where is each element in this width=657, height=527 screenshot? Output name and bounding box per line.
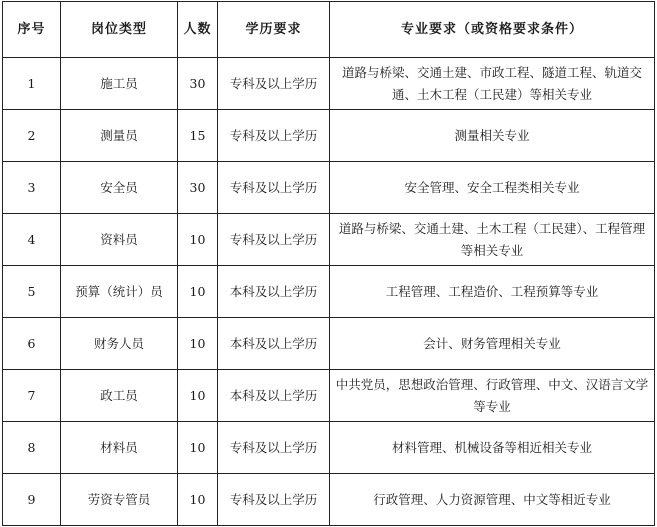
cell-education: 专科及以上学历	[218, 162, 330, 214]
cell-education: 专科及以上学历	[218, 474, 330, 526]
cell-education: 专科及以上学历	[218, 422, 330, 474]
table-row	[3, 474, 655, 526]
cell-no: 8	[3, 422, 61, 474]
cell-major: 会计、财务管理相关专业	[330, 318, 655, 370]
header-count: 人数	[178, 2, 218, 58]
cell-no: 2	[3, 110, 61, 162]
cell-count: 10	[178, 422, 218, 474]
cell-education: 专科及以上学历	[218, 214, 330, 266]
cell-count: 10	[178, 318, 218, 370]
table-row	[3, 266, 655, 318]
table-row	[3, 422, 655, 474]
cell-no: 3	[3, 162, 61, 214]
cell-count: 10	[178, 474, 218, 526]
cell-position-type: 财务人员	[61, 318, 178, 370]
cell-no: 6	[3, 318, 61, 370]
cell-major: 工程管理、工程造价、工程预算等专业	[330, 266, 655, 318]
table-row	[3, 214, 655, 266]
cell-major: 道路与桥梁、交通土建、市政工程、隧道工程、轨道交通、土木工程（工民建）等相关专业	[330, 58, 655, 110]
cell-no: 5	[3, 266, 61, 318]
recruitment-table	[2, 1, 655, 526]
cell-major: 道路与桥梁、交通土建、土木工程（工民建）、工程管理等相关专业	[330, 214, 655, 266]
cell-education: 本科及以上学历	[218, 266, 330, 318]
cell-major: 行政管理、人力资源管理、中文等相近专业	[330, 474, 655, 526]
cell-no: 7	[3, 370, 61, 422]
cell-major: 安全管理、安全工程类相关专业	[330, 162, 655, 214]
cell-major: 材料管理、机械设备等相近相关专业	[330, 422, 655, 474]
table-row	[3, 370, 655, 422]
cell-no: 4	[3, 214, 61, 266]
cell-count: 10	[178, 214, 218, 266]
cell-major: 中共党员，思想政治管理、行政管理、中文、汉语言文学等专业	[330, 370, 655, 422]
cell-position-type: 材料员	[61, 422, 178, 474]
cell-position-type: 资料员	[61, 214, 178, 266]
cell-count: 30	[178, 58, 218, 110]
cell-position-type: 施工员	[61, 58, 178, 110]
header-no: 序号	[3, 2, 61, 58]
table-row	[3, 110, 655, 162]
cell-major: 测量相关专业	[330, 110, 655, 162]
cell-count: 10	[178, 370, 218, 422]
header-row	[3, 2, 655, 58]
cell-no: 1	[3, 58, 61, 110]
cell-count: 15	[178, 110, 218, 162]
cell-education: 专科及以上学历	[218, 58, 330, 110]
cell-position-type: 政工员	[61, 370, 178, 422]
cell-no: 9	[3, 474, 61, 526]
cell-position-type: 测量员	[61, 110, 178, 162]
cell-count: 30	[178, 162, 218, 214]
cell-education: 本科及以上学历	[218, 370, 330, 422]
header-position-type: 岗位类型	[61, 2, 178, 58]
cell-count: 10	[178, 266, 218, 318]
cell-education: 本科及以上学历	[218, 318, 330, 370]
header-education: 学历要求	[218, 2, 330, 58]
table-row	[3, 162, 655, 214]
table-row	[3, 318, 655, 370]
cell-position-type: 预算（统计）员	[61, 266, 178, 318]
cell-position-type: 劳资专管员	[61, 474, 178, 526]
header-major: 专业要求（或资格要求条件）	[330, 2, 655, 58]
cell-education: 专科及以上学历	[218, 110, 330, 162]
cell-position-type: 安全员	[61, 162, 178, 214]
table-row	[3, 58, 655, 110]
